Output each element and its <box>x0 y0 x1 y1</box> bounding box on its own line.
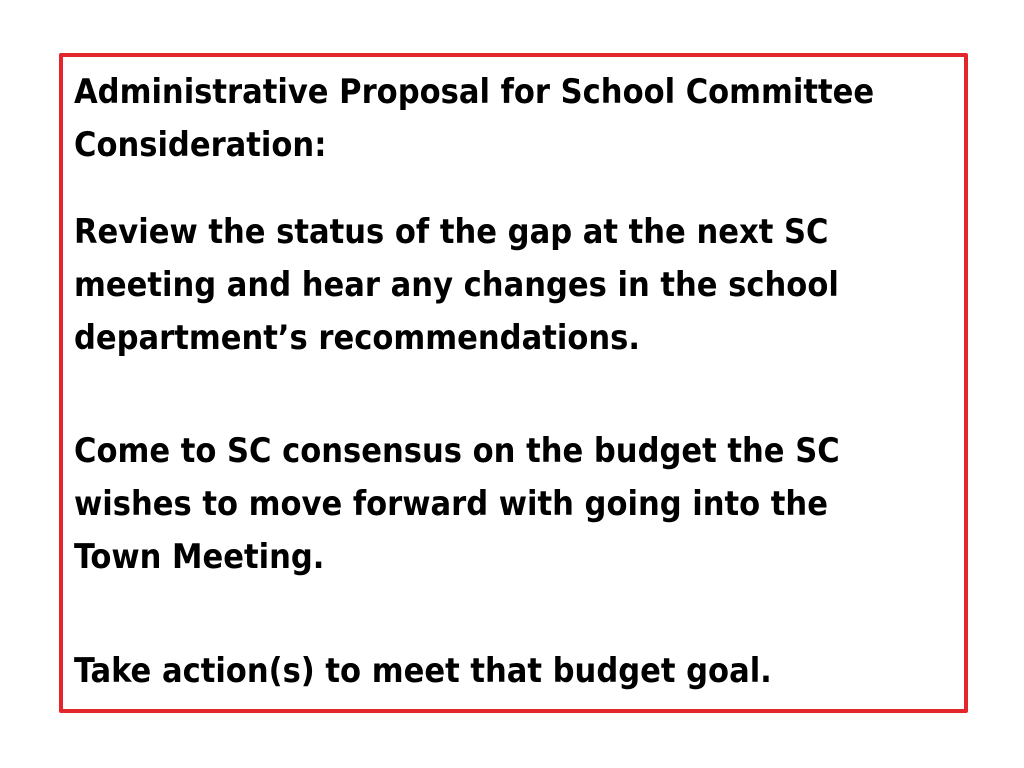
paragraph-review-gap: Review the status of the gap at the next SC meeting and hear any changes in the school department’s recommendations. <box>74 212 839 358</box>
paragraph-consensus: Come to SC consensus on the budget the SC wishes to move forward with going into the Town Meeting. <box>74 431 840 577</box>
paragraph-take-action: Take action(s) to meet that budget goal. <box>74 651 772 691</box>
slide-title: Administrative Proposal for School Committee Consideration: <box>74 72 875 165</box>
slide-content <box>74 66 954 698</box>
